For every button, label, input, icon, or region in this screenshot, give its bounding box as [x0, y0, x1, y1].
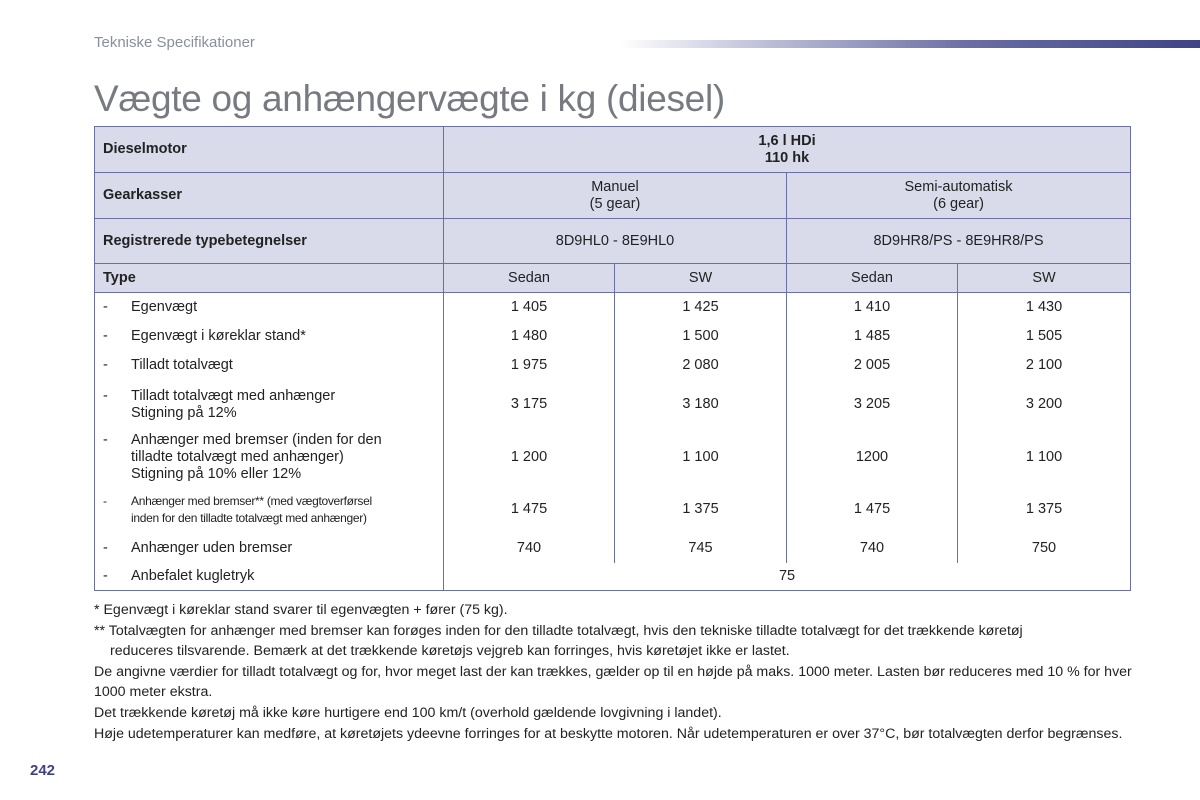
value-cell: 1 485	[787, 322, 958, 351]
gearbox-semi-line-1: Semi-automatisk	[904, 178, 1013, 195]
row-label-text	[131, 493, 372, 527]
value-cell: 3 205	[787, 381, 958, 429]
row-dash: -	[103, 493, 107, 508]
footnote-continuation: reduceres tilsvarende. Bemærk at det trækkende køretøjs vejgreb kan forringes, hvis køretøjet ikke er lastet.	[110, 643, 790, 660]
row-label-text: Anhænger uden bremser	[131, 539, 293, 556]
table-row	[95, 293, 1131, 322]
value-cell: 3 200	[958, 381, 1131, 429]
value-cell: 3 175	[444, 381, 615, 429]
row-label	[95, 486, 444, 534]
gearbox-semi	[787, 173, 1131, 219]
value-cell: 1 505	[958, 322, 1131, 351]
row-label	[95, 534, 444, 563]
engine-row	[95, 127, 1131, 173]
row-label	[95, 293, 444, 322]
value-cell: 1 375	[958, 486, 1131, 534]
row-label	[95, 322, 444, 351]
table-row	[95, 534, 1131, 563]
table-row	[95, 429, 1131, 486]
row-label-line: Stigning på 10% eller 12%	[131, 465, 302, 482]
type-cell: SW	[958, 264, 1131, 293]
value-cell: 740	[444, 534, 615, 563]
value-cell: 1 500	[615, 322, 787, 351]
gearbox-manual-line-1: Manuel	[591, 178, 639, 195]
engine-line-1: 1,6 l HDi	[758, 132, 816, 149]
gearbox-semi-line-2: (6 gear)	[933, 195, 984, 212]
value-cell: 745	[615, 534, 787, 563]
value-cell: 1 405	[444, 293, 615, 322]
value-cell-merged: 75	[444, 563, 1131, 591]
gearbox-label: Gearkasser	[95, 173, 444, 219]
note-paragraph: Det trækkende køretøj må ikke køre hurtigere end 100 km/t (overhold gældende lovgivning i landet).	[94, 704, 722, 721]
row-label-line: inden for den tilladte totalvægt med anhænger)	[131, 510, 367, 525]
weights-table	[94, 126, 1131, 591]
footnotes	[94, 600, 1134, 744]
row-label-text: Anbefalet kugletryk	[131, 567, 255, 584]
row-dash: -	[103, 431, 108, 448]
type-cell: Sedan	[787, 264, 958, 293]
gearbox-manual-line-2: (5 gear)	[589, 195, 641, 212]
row-label-text: Egenvægt i køreklar stand*	[131, 327, 306, 344]
type-designation-label: Registrerede typebetegnelser	[95, 219, 444, 264]
value-cell: 2 005	[787, 351, 958, 381]
engine-value	[444, 127, 1131, 173]
section-header: Tekniske Specifikationer	[94, 34, 255, 51]
type-row	[95, 264, 1131, 293]
row-dash: -	[103, 298, 108, 315]
gearbox-row	[95, 173, 1131, 219]
value-cell: 1 375	[615, 486, 787, 534]
row-label-line: Anhænger med bremser** (med vægtoverførsel	[131, 493, 372, 508]
value-cell: 1 430	[958, 293, 1131, 322]
value-cell: 1 425	[615, 293, 787, 322]
row-label-text	[131, 432, 382, 483]
page-number: 242	[30, 762, 56, 779]
engine-line-2: 110 hk	[764, 149, 810, 166]
value-cell: 1 200	[444, 429, 615, 486]
footnote: ** Totalvægten for anhænger med bremser kan forøges inden for den tilladte totalvægt, hvis den tekniske tilladte totalvægt for det trækkende køretøj	[94, 622, 1023, 639]
row-label-line: Tilladt totalvægt med anhænger	[131, 387, 336, 404]
table-row	[95, 322, 1131, 351]
value-cell: 2 100	[958, 351, 1131, 381]
row-label	[95, 381, 444, 429]
table-row	[95, 563, 1131, 591]
value-cell: 1 475	[787, 486, 958, 534]
value-cell: 1 975	[444, 351, 615, 381]
row-label-text: Egenvægt	[131, 298, 198, 315]
row-label	[95, 429, 444, 486]
type-designation-manual: 8D9HL0 - 8E9HL0	[444, 219, 787, 264]
row-dash: -	[103, 567, 108, 584]
table-row	[95, 351, 1131, 381]
table-row	[95, 381, 1131, 429]
note-paragraph: De angivne værdier for tilladt totalvægt og for, hvor meget last der kan trækkes, gælder op til en højde på maks. 1000 meter. Lasten bør reduceres med 10 % for hver 1000 meter ekstra.	[94, 663, 1132, 701]
value-cell: 740	[787, 534, 958, 563]
value-cell: 2 080	[615, 351, 787, 381]
row-label-line: Stigning på 12%	[131, 404, 237, 421]
header-decorative-bar	[620, 40, 1200, 48]
row-dash: -	[103, 387, 108, 404]
value-cell: 1 100	[615, 429, 787, 486]
value-cell: 1200	[787, 429, 958, 486]
value-cell: 750	[958, 534, 1131, 563]
row-dash: -	[103, 539, 108, 556]
page-title: Vægte og anhængervægte i kg (diesel)	[94, 78, 725, 119]
type-cell: SW	[615, 264, 787, 293]
table-row	[95, 486, 1131, 534]
value-cell: 1 100	[958, 429, 1131, 486]
row-label	[95, 563, 444, 591]
row-label-line: tilladte totalvægt med anhænger)	[131, 448, 344, 465]
row-dash: -	[103, 327, 108, 344]
type-cell: Sedan	[444, 264, 615, 293]
type-label: Type	[95, 264, 444, 293]
row-label-line: Anhænger med bremser (inden for den	[131, 431, 382, 448]
value-cell: 1 480	[444, 322, 615, 351]
row-label-text: Tilladt totalvægt	[131, 357, 233, 373]
row-label-text	[131, 388, 335, 422]
value-cell: 3 180	[615, 381, 787, 429]
footnote: * Egenvægt i køreklar stand svarer til egenvægten + fører (75 kg).	[94, 602, 508, 618]
value-cell: 1 410	[787, 293, 958, 322]
row-dash: -	[103, 357, 108, 373]
row-label	[95, 351, 444, 381]
note-paragraph: Høje udetemperaturer kan medføre, at køretøjets ydeevne forringes for at beskytte motoren. Når udetemperaturen er over 37°C, bør totalvægten derfor begrænses.	[94, 725, 1123, 742]
gearbox-manual	[444, 173, 787, 219]
type-designation-row	[95, 219, 1131, 264]
engine-label: Dieselmotor	[95, 127, 444, 173]
value-cell: 1 475	[444, 486, 615, 534]
type-designation-semi: 8D9HR8/PS - 8E9HR8/PS	[787, 219, 1131, 264]
